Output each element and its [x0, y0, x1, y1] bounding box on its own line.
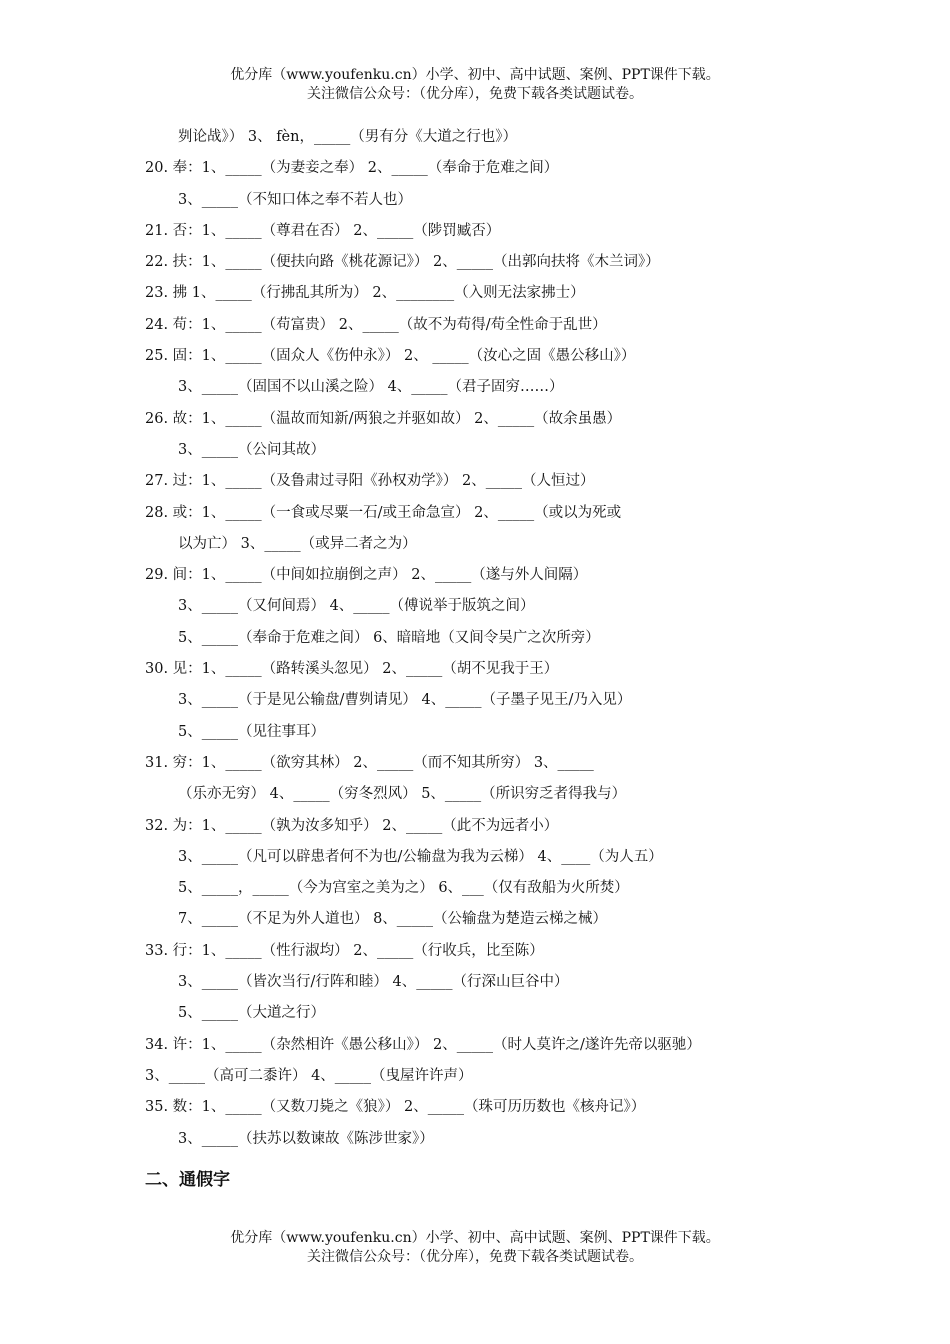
text-line: 28. 或：1、_____（一食或尽粟一石/或王命急宣） 2、_____（或以为死或 [145, 504, 622, 521]
text-line: 3、_____（不知口体之奉不若人也） [178, 191, 412, 208]
text-line: 刿论战》） 3、 fèn，_____（男有分《大道之行也》） [178, 129, 517, 145]
text-line: 32. 为：1、_____（孰为汝多知乎） 2、_____（此不为远者小） [145, 817, 559, 834]
text-line: 24. 苟：1、_____（苟富贵） 2、_____（故不为苟得/苟全性命于乱世） [145, 316, 607, 333]
page-header [0, 66, 950, 104]
text-line: 29. 间：1、_____（中间如拉崩倒之声） 2、_____（遂与外人间隔） [145, 567, 588, 584]
text-line: 5、_____（奉命于危难之间） 6、暗暗地（又间令吴广之次所旁） [178, 629, 600, 646]
text-line: （乐亦无穷） 4、_____（穷冬烈风） 5、_____（所识穷乏者得我与） [178, 786, 627, 803]
footer-line-1: 优分库（www.youfenku.cn）小学、初中、高中试题、案例、PPT课件下载。 [230, 1230, 720, 1246]
text-line: 3、_____（皆次当行/行阵和睦） 4、_____（行深山巨谷中） [178, 974, 569, 991]
page-footer [0, 1229, 950, 1267]
text-line: 3、_____（扶苏以数谏故《陈涉世家》） [178, 1130, 434, 1147]
text-line: 5、_____（见往事耳） [178, 723, 325, 740]
text-line: 3、_____（公问其故） [178, 441, 325, 458]
text-line: 3、_____（高可二黍许） 4、_____（曳屋许许声） [145, 1067, 473, 1084]
text-line: 3、_____（于是见公输盘/曹刿请见） 4、_____（子墨子见王/乃入见） [178, 692, 632, 709]
text-line: 5、_____（大道之行） [178, 1005, 325, 1022]
text-line: 31. 穷：1、_____（欲穷其林） 2、_____（而不知其所穷） 3、_____ [145, 754, 594, 771]
text-line: 34. 许：1、_____（杂然相许《愚公移山》） 2、_____（时人莫许之/遂许先帝以驱驰） [145, 1036, 701, 1053]
text-line: 7、_____（不足为外人道也） 8、_____（公输盘为楚造云梯之械） [178, 911, 608, 928]
header-line-2: 关注微信公众号：（优分库），免费下载各类试题试卷。 [307, 86, 643, 102]
text-line: 20. 奉：1、_____（为妻妾之奉） 2、_____（奉命于危难之间） [145, 160, 559, 177]
exercise-body [145, 122, 825, 1155]
text-line: 以为亡） 3、_____（或异二者之为） [178, 535, 417, 552]
footer-line-2: 关注微信公众号：（优分库），免费下载各类试题试卷。 [307, 1249, 643, 1265]
text-line: 21. 否：1、_____（尊君在否） 2、_____（陟罚臧否） [145, 222, 501, 239]
text-line: 33. 行：1、_____（性行淑均） 2、_____（行收兵，比至陈） [145, 942, 544, 959]
header-line-1: 优分库（www.youfenku.cn）小学、初中、高中试题、案例、PPT课件下载。 [230, 67, 720, 83]
text-line: 5、_____，_____（今为宫室之美为之） 6、___（仅有敌船为火所焚） [178, 880, 629, 897]
text-line: 35. 数：1、_____（又数刀毙之《狼》） 2、_____（珠可历历数也《核舟记》） [145, 1099, 646, 1116]
text-line: 25. 固：1、_____（固众人《伤仲永》） 2、 _____（汝心之固《愚公移山》） [145, 348, 636, 365]
text-line: 22. 扶：1、_____（便扶向路《桃花源记》） 2、_____（出郭向扶将《木兰词》） [145, 254, 660, 271]
text-line: 3、_____（固国不以山溪之险） 4、_____（君子固穷……） [178, 379, 564, 396]
text-line: 3、_____（又何间焉） 4、_____（傅说举于版筑之间） [178, 598, 535, 615]
text-line: 26. 故：1、_____（温故而知新/两狼之并驱如故） 2、_____（故余虽愚） [145, 410, 622, 427]
text-line: 23. 拂 1、_____（行拂乱其所为） 2、________（入则无法家拂士） [145, 285, 585, 302]
text-line: 27. 过：1、_____（及鲁肃过寻阳《孙权劝学》） 2、_____（人恒过） [145, 473, 595, 490]
text-line: 30. 见：1、_____（路转溪头忽见） 2、_____（胡不见我于王） [145, 661, 559, 678]
text-line: 3、_____（凡可以辟患者何不为也/公输盘为我为云梯） 4、____（为人五） [178, 848, 663, 865]
section-heading: 二、通假字 [145, 1170, 230, 1190]
